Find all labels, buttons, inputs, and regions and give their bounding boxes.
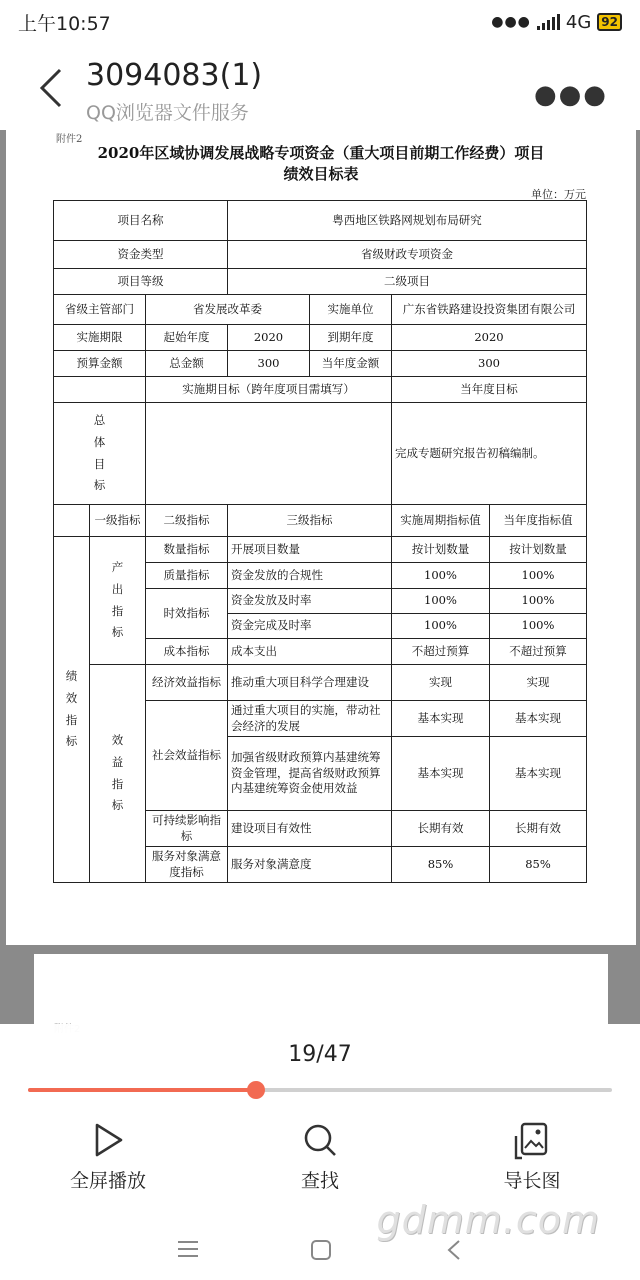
document-viewer[interactable]	[0, 130, 640, 1024]
header-cell: 当年度目标	[392, 377, 587, 403]
indicator-l2: 成本指标	[146, 639, 228, 665]
app-header	[0, 44, 640, 130]
table-row	[54, 325, 587, 351]
table-row	[54, 505, 587, 537]
indicator-l3: 开展项目数量	[228, 537, 392, 563]
page-slider[interactable]	[28, 1088, 612, 1092]
header-cell: 一级指标	[90, 505, 146, 537]
unit-label: 单位：万元	[531, 188, 586, 201]
attachment-label: 附件2	[56, 134, 83, 145]
value-cell: 完成专题研究报告初稿编制。	[392, 403, 587, 505]
indicator-year: 85%	[490, 847, 587, 883]
slider-progress	[28, 1088, 256, 1092]
play-icon	[88, 1120, 128, 1160]
back-button[interactable]	[34, 66, 74, 110]
indicator-period: 长期有效	[392, 811, 490, 847]
indicator-period: 不超过预算	[392, 639, 490, 665]
indicator-period: 基本实现	[392, 737, 490, 811]
indicator-l3: 成本支出	[228, 639, 392, 665]
status-icons	[491, 12, 622, 33]
indicator-year: 基本实现	[490, 737, 587, 811]
value-cell: 广东省铁路建设投资集团有限公司	[392, 295, 587, 325]
indicator-period: 100%	[392, 589, 490, 614]
indicator-l3: 资金完成及时率	[228, 614, 392, 639]
doc-title-line2: 绩效目标表	[283, 165, 359, 183]
fullscreen-label: 全屏播放	[69, 1170, 146, 1192]
indicator-year: 100%	[490, 614, 587, 639]
indicator-period: 85%	[392, 847, 490, 883]
slider-thumb[interactable]	[247, 1081, 265, 1099]
indicator-year: 长期有效	[490, 811, 587, 847]
value-cell: 2020	[228, 325, 310, 351]
menu-icon	[176, 1238, 200, 1260]
search-label: 查找	[300, 1170, 339, 1192]
label-cell: 项目名称	[54, 201, 228, 241]
battery-icon	[597, 13, 622, 31]
status-time: 上午10:57	[18, 12, 111, 35]
battery-level: 92	[601, 15, 618, 29]
label-cell: 省级主管部门	[54, 295, 146, 325]
empty-cell	[54, 505, 90, 537]
more-dots-icon: ●●●	[491, 14, 531, 30]
label-cell: 资金类型	[54, 241, 228, 269]
value-cell: 300	[228, 351, 310, 377]
system-nav-bar	[0, 1220, 640, 1280]
indicator-year: 不超过预算	[490, 639, 587, 665]
header-cell: 当年度指标值	[490, 505, 587, 537]
output-label: 产出指标	[111, 559, 124, 640]
label-cell: 到期年度	[310, 325, 392, 351]
next-page-preview	[34, 954, 608, 1034]
table-row	[54, 377, 587, 403]
doc-title-line1: 2020年区域协调发展战略专项资金（重大项目前期工作经费）项目	[97, 144, 545, 162]
table-row	[54, 351, 587, 377]
indicator-period: 100%	[392, 563, 490, 589]
label-cell: 预算金额	[54, 351, 146, 377]
menu-nav-button[interactable]	[176, 1238, 200, 1264]
indicator-l3: 加强省级财政预算内基建统筹资金管理，提高省级财政预算内基建统筹资金使用效益	[228, 737, 392, 811]
indicator-l3: 资金发放的合规性	[228, 563, 392, 589]
table-row	[54, 403, 587, 505]
long-image-icon	[512, 1120, 552, 1160]
indicator-period: 100%	[392, 614, 490, 639]
search-icon	[300, 1120, 340, 1160]
indicator-year: 按计划数量	[490, 537, 587, 563]
indicator-l2: 时效指标	[146, 589, 228, 639]
value-cell: 300	[392, 351, 587, 377]
value-cell	[146, 403, 392, 505]
value-cell: 2020	[392, 325, 587, 351]
table-row	[54, 537, 587, 563]
label-cell	[54, 537, 90, 883]
back-nav-button[interactable]	[444, 1238, 464, 1266]
label-cell: 实施期限	[54, 325, 146, 351]
page-indicator: 19/47	[288, 1042, 352, 1067]
header-cell: 实施周期指标值	[392, 505, 490, 537]
label-cell	[54, 403, 146, 505]
long-image-button[interactable]	[462, 1120, 602, 1193]
indicator-l2: 服务对象满意度指标	[146, 847, 228, 883]
indicator-l2: 社会效益指标	[146, 701, 228, 811]
file-subtitle: QQ浏览器文件服务	[86, 102, 249, 124]
back-icon	[444, 1238, 464, 1262]
home-nav-button[interactable]	[309, 1238, 333, 1266]
table-row	[54, 201, 587, 241]
indicator-period: 基本实现	[392, 701, 490, 737]
label-cell: 实施单位	[310, 295, 392, 325]
search-button[interactable]	[250, 1120, 390, 1193]
label-cell: 总金额	[146, 351, 228, 377]
label-cell: 项目等级	[54, 269, 228, 295]
empty-cell	[54, 377, 146, 403]
performance-label: 绩效指标	[65, 668, 78, 749]
indicator-period: 按计划数量	[392, 537, 490, 563]
indicator-year: 100%	[490, 589, 587, 614]
indicator-year: 实现	[490, 665, 587, 701]
header-cell: 二级指标	[146, 505, 228, 537]
performance-table	[53, 200, 587, 883]
fullscreen-button[interactable]	[38, 1120, 178, 1193]
status-bar	[0, 0, 640, 44]
indicator-l3: 推动重大项目科学合理建设	[228, 665, 392, 701]
indicator-l3: 通过重大项目的实施，带动社会经济的发展	[228, 701, 392, 737]
indicator-l3: 建设项目有效性	[228, 811, 392, 847]
home-icon	[309, 1238, 333, 1262]
header-cell: 实施期目标（跨年度项目需填写）	[146, 377, 392, 403]
value-cell: 二级项目	[228, 269, 587, 295]
label-cell	[90, 537, 146, 665]
value-cell: 省发展改革委	[146, 295, 310, 325]
label-cell: 起始年度	[146, 325, 228, 351]
label-cell	[90, 665, 146, 883]
table-row	[54, 295, 587, 325]
indicator-l3: 服务对象满意度	[228, 847, 392, 883]
indicator-period: 实现	[392, 665, 490, 701]
table-row	[54, 241, 587, 269]
file-title: 3094083(1)	[86, 58, 263, 93]
header-cell: 三级指标	[228, 505, 392, 537]
back-arrow-icon	[34, 66, 70, 110]
indicator-year: 基本实现	[490, 701, 587, 737]
indicator-l2: 经济效益指标	[146, 665, 228, 701]
benefit-label: 效益指标	[111, 732, 124, 813]
long-image-label: 导长图	[503, 1170, 561, 1192]
overall-goal-label: 总体目标	[93, 412, 106, 493]
indicator-l2: 可持续影响指标	[146, 811, 228, 847]
indicator-l2: 质量指标	[146, 563, 228, 589]
table-row	[54, 269, 587, 295]
more-menu-button[interactable]: ●●●	[533, 80, 608, 110]
network-type: 4G	[565, 11, 592, 33]
document-page	[6, 130, 636, 945]
indicator-year: 100%	[490, 563, 587, 589]
label-cell: 当年度金额	[310, 351, 392, 377]
reader-controls	[0, 1024, 640, 1280]
signal-icon	[537, 14, 560, 30]
indicator-l3: 资金发放及时率	[228, 589, 392, 614]
table-row	[54, 665, 587, 701]
indicator-l2: 数量指标	[146, 537, 228, 563]
value-cell: 省级财政专项资金	[228, 241, 587, 269]
value-cell: 粤西地区铁路网规划布局研究	[228, 201, 587, 241]
watermark-text: gdmm.com	[376, 1198, 600, 1242]
